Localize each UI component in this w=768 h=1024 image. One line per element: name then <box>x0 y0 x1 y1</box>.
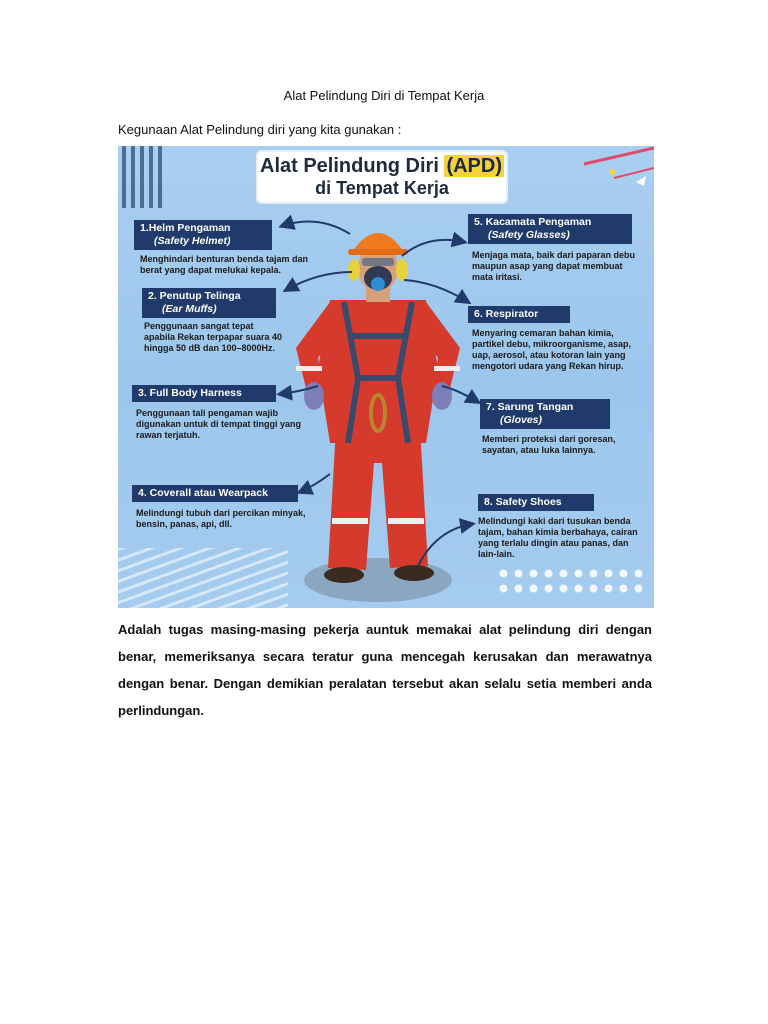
title-line-2: di Tempat Kerja <box>315 178 449 198</box>
label-kacamata-pengaman: 5. Kacamata Pengaman (Safety Glasses) <box>468 214 632 244</box>
label-respirator: 6. Respirator <box>468 306 570 323</box>
label-helm-pengaman: 1.Helm Pengaman (Safety Helmet) <box>134 220 272 250</box>
desc-safety-shoes: Melindungi kaki dari tusukan benda tajam, bahan kimia berbahaya, cairan yang terlalu dingin atau panas, dan lain-lain. <box>478 516 638 559</box>
title-part-a: Alat Pelindung Diri <box>260 155 445 177</box>
intro-text: Kegunaan Alat Pelindung diri yang kita gunakan : <box>118 122 402 137</box>
desc-coverall-wearpack: Melindungi tubuh dari percikan minyak, bensin, panas, api, dll. <box>136 508 306 529</box>
label-full-body-harness: 3. Full Body Harness <box>132 385 276 402</box>
apd-infographic <box>118 146 654 608</box>
label-sarung-tangan: 7. Sarung Tangan (Gloves) <box>480 399 610 429</box>
desc-sarung-tangan: Memberi proteksi dari goresan, sayatan, atau luka lainnya. <box>482 434 616 455</box>
document-title: Alat Pelindung Diri di Tempat Kerja <box>283 88 485 103</box>
body-paragraph: Adalah tugas masing-masing pekerja auntuk memakai alat pelindung diri dengan benar, memeriksanya secara teratur guna mencegah kerusakan dan merawatnya dengan benar. Dengan demikian peralatan tersebut akan selalu setia memberi anda perlindungan. <box>118 622 652 718</box>
label-safety-shoes: 8. Safety Shoes <box>478 494 594 511</box>
desc-respirator: Menyaring cemaran bahan kimia, partikel debu, mikroorganisme, asap, uap, aerosol, atau kotoran lain yang mengotori udara yang Rekan hirup. <box>472 328 632 371</box>
label-penutup-telinga: 2. Penutup Telinga (Ear Muffs) <box>142 288 276 318</box>
desc-penutup-telinga: Penggunaan sangat tepat apabila Rekan terpapar suara 40 hingga 50 dB dan 100–8000Hz. <box>144 321 283 353</box>
desc-kacamata-pengaman: Menjaga mata, baik dari paparan debu maupun asap yang dapat membuat mata iritasi. <box>472 250 636 282</box>
label-coverall-wearpack: 4. Coverall atau Wearpack <box>132 485 298 502</box>
desc-full-body-harness: Penggunaan tali pengaman wajib digunakan untuk di tempat tinggi yang rawan terjatuh. <box>136 408 302 440</box>
title-part-apd: (APD) <box>446 155 502 177</box>
desc-helm-pengaman: Menghindari benturan benda tajam dan berat yang dapat melukai kepala. <box>140 254 309 275</box>
